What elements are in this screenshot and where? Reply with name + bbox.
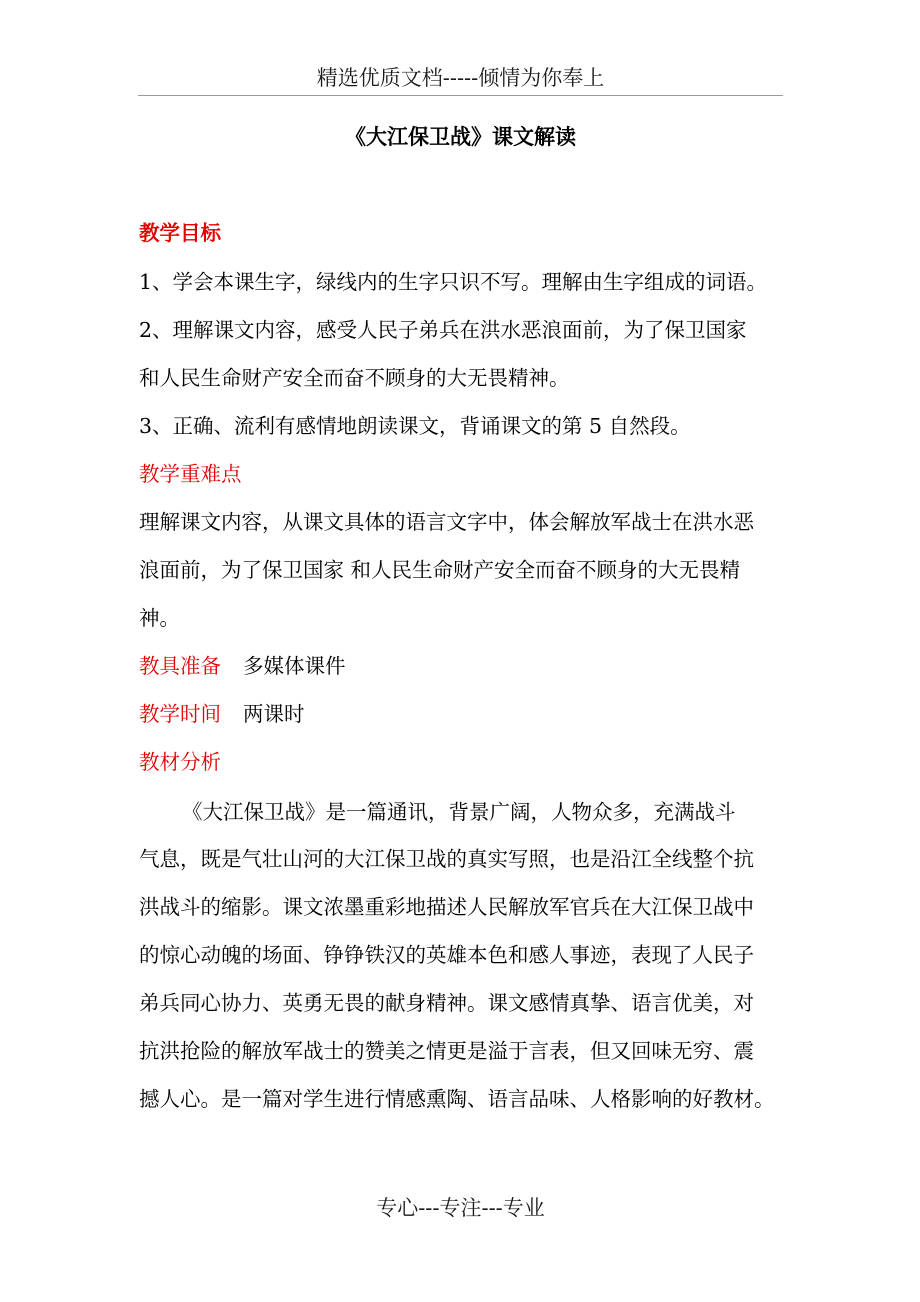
key-points-line-3: 神。 [139, 606, 180, 630]
analysis-line-7: 撼人心。是一篇对学生进行情感熏陶、语言品味、人格影响的好教材。 [139, 1087, 775, 1111]
analysis-line-5: 弟兵同心协力、英勇无畏的献身精神。课文感情真挚、语言优美，对 [139, 991, 754, 1015]
time-label: 教学时间 [139, 702, 221, 726]
analysis-heading: 教材分析 [139, 750, 221, 774]
analysis-line-3: 洪战斗的缩影。课文浓墨重彩地描述人民解放军官兵在大江保卫战中 [139, 895, 754, 919]
analysis-line-1: 《大江保卫战》是一篇通讯，背景广阔，人物众多，充满战斗 [182, 800, 736, 824]
time-value: 两课时 [243, 702, 305, 726]
materials-row [139, 651, 346, 681]
objective-line-1: 1、学会本课生字，绿线内的生字只识不写。理解由生字组成的词语。 [139, 270, 768, 294]
time-row [139, 699, 305, 729]
analysis-line-6: 抗洪抢险的解放军战士的赞美之情更是溢于言表，但又回味无穷、震 [139, 1039, 754, 1063]
key-points-heading: 教学重难点 [139, 462, 242, 486]
key-points-line-1: 理解课文内容，从课文具体的语言文字中，体会解放军战士在洪水恶 [139, 510, 754, 534]
objective-line-2: 2、理解课文内容，感受人民子弟兵在洪水恶浪面前，为了保卫国家 [139, 318, 747, 342]
document-title: 《大江保卫战》课文解读 [345, 124, 576, 149]
objective-line-3: 和人民生命财产安全而奋不顾身的大无畏精神。 [139, 366, 570, 390]
objective-line-4: 3、正确、流利有感情地朗读课文，背诵课文的第 5 自然段。 [139, 414, 691, 438]
page-footer: 专心---专注---专业 [376, 1196, 545, 1220]
page-header: 精选优质文档-----倾情为你奉上 [138, 62, 783, 96]
materials-value: 多媒体课件 [243, 654, 346, 678]
materials-label: 教具准备 [139, 654, 221, 678]
analysis-line-4: 的惊心动魄的场面、铮铮铁汉的英雄本色和感人事迹，表现了人民子 [139, 943, 754, 967]
objectives-heading: 教学目标 [139, 221, 221, 245]
key-points-line-2: 浪面前，为了保卫国家 和人民生命财产安全而奋不顾身的大无畏精 [139, 558, 741, 582]
analysis-line-2: 气息，既是气壮山河的大江保卫战的真实写照，也是沿江全线整个抗 [139, 847, 754, 871]
